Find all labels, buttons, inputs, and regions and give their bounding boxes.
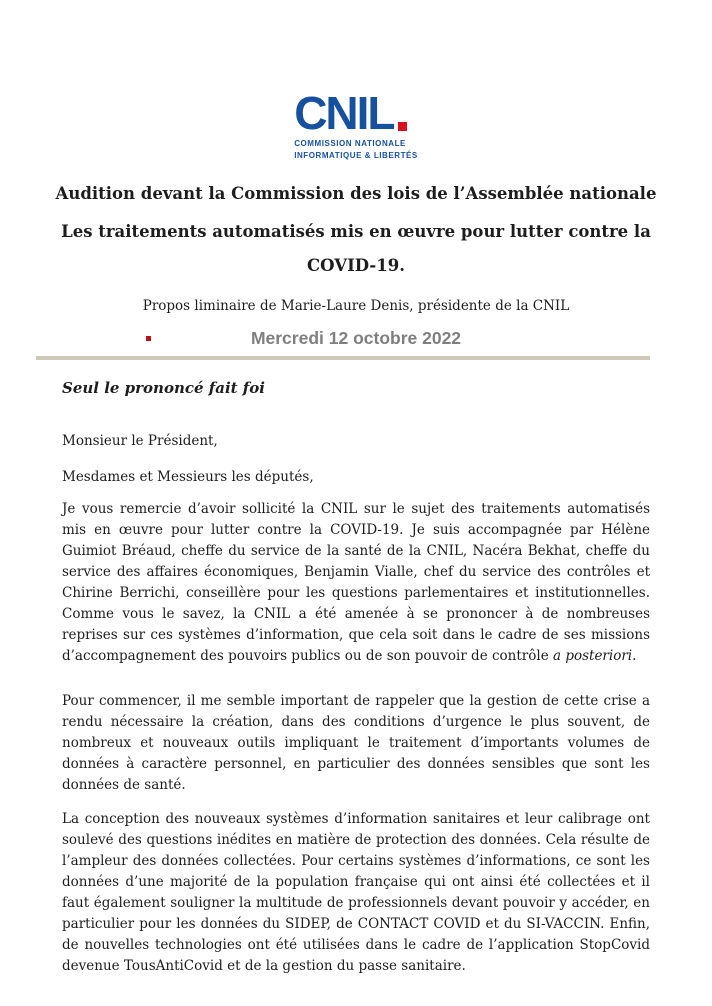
paragraph-1-italic-term: a posteriori bbox=[552, 647, 633, 664]
paragraph-1-text: Je vous remercie d’avoir sollicité la CNIL sur le sujet des traitements automatisés mis en œuvre pour lutter contre la COVID-19. Je suis accompagnée par Hélène Guimiot Bréaud, cheffe du service de la santé de la CNIL, Nacéra Bekhat, cheffe du service des affaires économiques, Benjamin Vialle, chef du service des contrôles et Chirine Berrichi, conseillère pour les questions parlementaires et institutionnelles. Comme vous le savez, la CNIL a été amenée à se prononcer à de nombreuses reprises sur ces systèmes d’information, que cela soit dans le cadre de ses missions d’accompagnement des pouvoirs publics ou de son pouvoir de contrôle bbox=[62, 500, 650, 664]
paragraph-1-end: . bbox=[632, 647, 637, 664]
document-date: Mercredi 12 octobre 2022 bbox=[250, 327, 462, 348]
salutation-deputes: Mesdames et Messieurs les députés, bbox=[62, 468, 314, 485]
document-subtitle-heading-line1: Les traitements automatisés mis en œuvre pour lutter contre la bbox=[61, 221, 651, 241]
paragraph-1 bbox=[62, 499, 650, 667]
document-subtitle-heading-line2: COVID-19. bbox=[307, 255, 405, 275]
document-subtitle-heading bbox=[0, 215, 712, 283]
cnil-wordmark-text: CNIL bbox=[294, 87, 394, 139]
cnil-logo-inner bbox=[294, 87, 418, 161]
salutation-president: Monsieur le Président, bbox=[62, 432, 218, 449]
cnil-logo-subtitle bbox=[294, 138, 418, 160]
motto-line: Seul le prononcé fait foi bbox=[62, 378, 265, 397]
cnil-logo-red-dot-icon bbox=[398, 122, 407, 131]
red-bullet-icon bbox=[146, 336, 151, 341]
date-row bbox=[0, 327, 712, 349]
document-body bbox=[62, 379, 650, 978]
document-title: Audition devant la Commission des lois de l’Assemblée nationale bbox=[55, 183, 657, 203]
cnil-logo bbox=[0, 0, 712, 162]
cnil-wordmark bbox=[294, 87, 418, 139]
paragraph-2: Pour commencer, il me semble important de rappeler que la gestion de cette crise a rendu nécessaire la création, dans des conditions d’urgence le plus souvent, de nombreux et nouveaux outils impliquant le traitement d’importants volumes de données à caractère personnel, en particulier des données sensibles que sont les données de santé. bbox=[62, 692, 650, 793]
cnil-logo-subtitle-line1: COMMISSION NATIONALE bbox=[294, 139, 406, 149]
speaker-line: Propos liminaire de Marie-Laure Denis, présidente de la CNIL bbox=[142, 297, 570, 314]
cnil-logo-subtitle-line2: INFORMATIQUE & LIBERTÉS bbox=[294, 150, 418, 160]
paragraph-3: La conception des nouveaux systèmes d’information sanitaires et leur calibrage ont soulevé des questions inédites en matière de protection des données. Cela résulte de l’ampleur des données collectées. Pour certains systèmes d’informations, ce sont les données d’une majorité de la population française qui ont ainsi été collectées et il faut également souligner la multitude de professionnels devant pouvoir y accéder, en particulier pour les données du SIDEP, de CONTACT COVID et du SI-VACCIN. Enfin, de nouvelles technologies ont été utilisées dans le cadre de l’application StopCovid devenue TousAntiCovid et de la gestion du passe sanitaire. bbox=[62, 811, 650, 974]
horizontal-rule bbox=[36, 356, 650, 360]
